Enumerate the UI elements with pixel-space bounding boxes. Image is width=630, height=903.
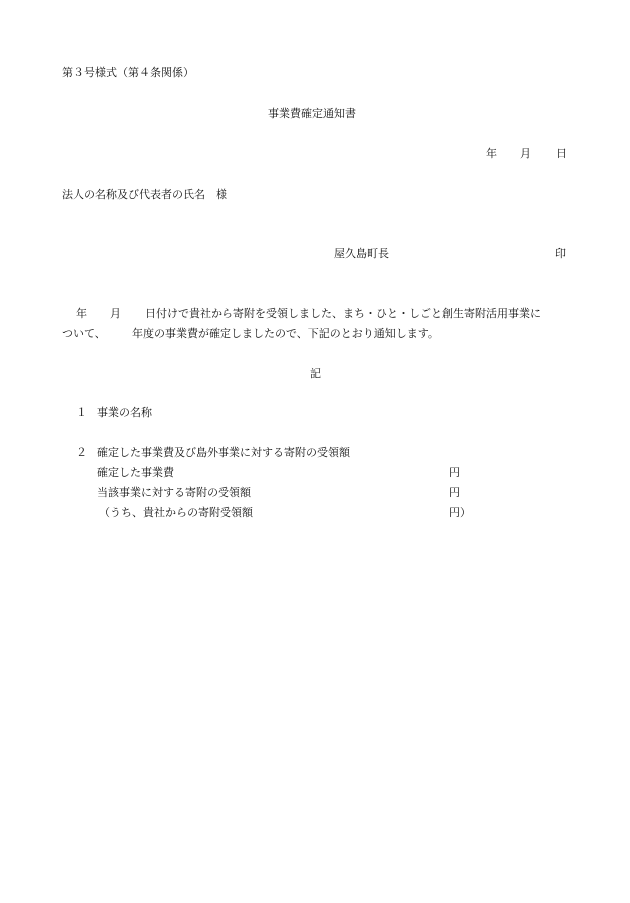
item-number: ２ (76, 446, 87, 459)
body-line2-start: ついて、 (62, 327, 106, 340)
form-number: 第３号様式（第４条関係） (62, 66, 194, 79)
amount-unit: 円 (449, 466, 460, 479)
addressee: 法人の名称及び代表者の氏名 様 (62, 188, 227, 201)
item-label: 事業の名称 (97, 406, 152, 419)
body-year: 年 (76, 307, 87, 320)
document-title: 事業費確定通知書 (268, 107, 356, 120)
body-line2-text: 年度の事業費が確定しましたので、下記のとおり通知します。 (132, 327, 439, 340)
amount-label: （うち、貴社からの寄附受領額 (99, 506, 253, 519)
amount-unit: 円 (449, 486, 460, 499)
ki-heading: 記 (310, 367, 321, 380)
amount-label: 当該事業に対する寄附の受領額 (97, 486, 251, 499)
date-day: 日 (556, 147, 567, 160)
body-line1-text: 日付けで貴社から寄附を受領しました、まち・ひと・しごと創生寄附活用事業に (145, 307, 541, 320)
date-year: 年 (486, 147, 497, 160)
body-month: 月 (110, 307, 121, 320)
date-month: 月 (520, 147, 531, 160)
amount-unit: 円） (449, 506, 471, 519)
seal-mark: 印 (555, 247, 566, 260)
amount-label: 確定した事業費 (97, 466, 174, 479)
issuer-name: 屋久島町長 (334, 247, 389, 260)
item-number: １ (76, 406, 87, 419)
item-label: 確定した事業費及び島外事業に対する寄附の受領額 (97, 446, 350, 459)
